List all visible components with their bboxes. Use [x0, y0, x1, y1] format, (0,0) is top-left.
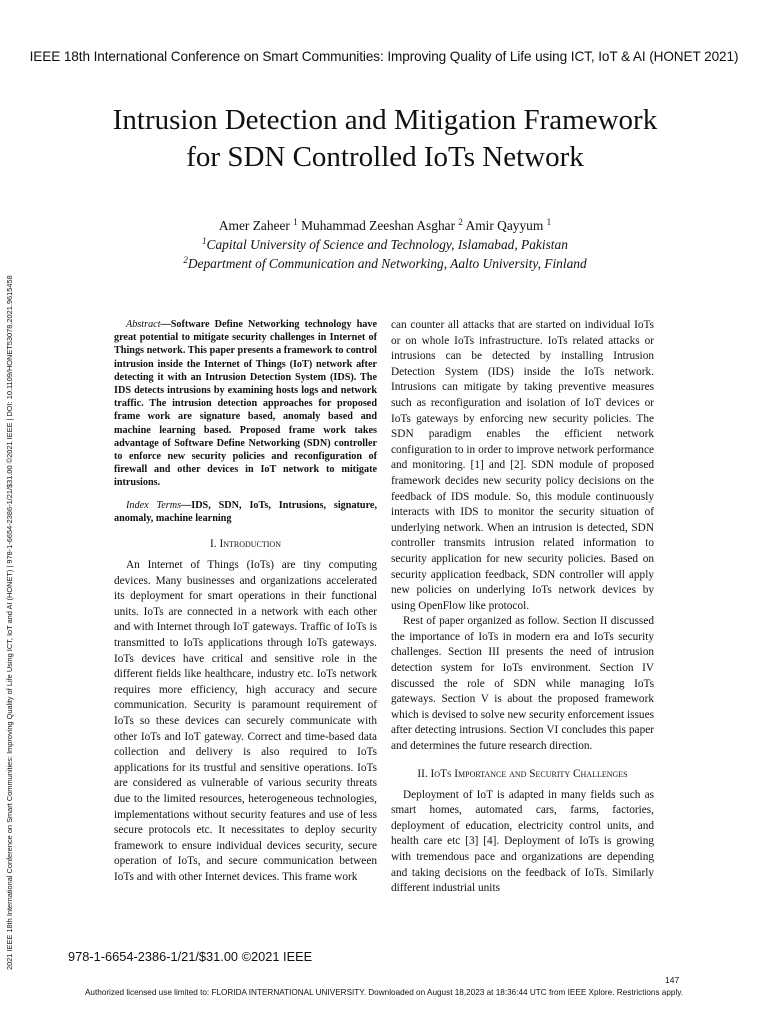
affiliation-mark: 1 [546, 217, 552, 227]
body-paragraph: can counter all attacks that are started on individual IoTs or on whole IoTs infrastructure. IoTs related attacks or intrusions can be detected by installing Intrusion Detection System (IDS) inside the IoTs network. Intrusions can mitigate by taking preventive measures such as reconfiguration and isolation of IoT devices or IoTs gateways by enforcing new security policies. The SDN paradigm enables the efficient network configuration to in order to improve network performance and monitoring. [1] and [2]. SDN module of proposed framework decides new security policy decisions on the feedback of IDS module. So, this module continuously interacts with IDS to monitor the security situation of underlying network. When an intrusion is detected, SDN controller transmits intrusion related information to security application for new security policies. Based on security application feedback, SDN controller will apply new policies on underlying IoTs network devices by using OpenFlow like protocol. [391, 319, 654, 612]
affiliation-2: $^2$Department of Communication and Networking, Aalto University, Finland [183, 255, 587, 271]
page-number: 147 [665, 975, 680, 985]
abstract-label: Abstract [126, 319, 161, 330]
index-terms-label: Index Terms [126, 499, 182, 511]
author-name: Amer Zaheer [218, 218, 290, 233]
index-terms [114, 499, 377, 525]
author-line [100, 216, 670, 235]
affiliation-1: $^1$Capital University of Science and Technology, Islamabad, Pakistan [202, 236, 568, 252]
affiliation-mark: 2 [458, 217, 463, 227]
side-doi-note: 2021 IEEE 18th International Conference on Smart Communities: Improving Quality of Life Using ICT, IoT and AI (HONET) | 978-1-6654-2386-1/21/$31.00 ©2021 IEEE | DOI: 10.1109/HONET53078.2021.9615458 [5, 275, 14, 970]
index-terms-text: —IDS, SDN, IoTs, Intrusions, signature, anomaly, machine learning [114, 499, 378, 524]
isbn-footer: 978-1-6654-2386-1/21/$31.00 ©2021 IEEE [68, 949, 313, 964]
author-name: Muhammad Zeeshan Asghar [301, 218, 456, 233]
section-heading-2: II. IoTs Importance and Security Challenges [417, 767, 628, 780]
intro-paragraph: An Internet of Things (IoTs) are tiny computing devices. Many businesses and organizations accelerated its deployment for smart operations in their functional units. IoTs are connected in a network with each other and with Internet through IoT gateways. Traffic of IoTs is transmitted to IoTs applications through IoTs gateways. IoTs devices have critical and sensitive role in the different fields like healthcare, industry etc. IoTs network requires more efficiency, high accuracy and secure communication. Security is paramount requirement of IoTs so these devices can securely communicate with other IoTs and IoT gateway. Correct and time-based data collection and delivery is also required to IoTs applications for its trustful and sensitive operations. IoTs are considered as vulnerable of various security threats due to the limited resources, heterogeneous technologies, implementations without security features and use of less secure protocols etc. It necessitates to deploy security framework to ensure individual devices security, secure operation of IoTs, and secure communication between IoTs and with other Internet devices. This frame work [114, 559, 377, 883]
paper-title: Intrusion Detection and Mitigation Framework for SDN Controlled IoTs Network [112, 104, 658, 173]
body-paragraph: Deployment of IoT is adapted in many fields such as smart homes, automated cars, farms, factories, deployment of education, electricity control units, and health care etc [3] [4]. Deployment of IoTs is growing with tremendous pace and organizations are depending and taking decisions on the feedback of IoTs. Similarly different industrial units [391, 788, 654, 895]
conference-header: IEEE 18th International Conference on Smart Communities: Improving Quality of Life using ICT, IoT & AI (HONET 2021) [29, 49, 739, 64]
right-column [391, 318, 654, 897]
license-notice: Authorized licensed use limited to: FLORIDA INTERNATIONAL UNIVERSITY. Downloaded on August 18,2023 at 18:36:44 UTC from IEEE Xplore. Restrictions apply. [84, 988, 684, 997]
author-block [100, 216, 670, 273]
section-heading-1: I. Introduction [210, 538, 281, 551]
abstract-text: —Software Define Networking technology have great potential to mitigate security challenges in Internet of Things network. This paper presents a framework to control intrusion inside the Internet of Things (IoT) network after detecting it with an Intrusion Detection System (IDS). The IDS detects intrusions by examining hosts logs and network traffic. The intrusion detection approaches for proposed frame work are signature based, anomaly based and machine learning based. Proposed frame work takes advantage of Software Define Networking (SDN) controller to enforce new security policies and reconfiguration of firewall and other devices in IoT network to mitigate intrusions. [114, 319, 377, 489]
left-column [114, 318, 377, 886]
abstract [114, 318, 377, 490]
affiliation-mark: 1 [293, 217, 298, 227]
author-name: Amir Qayyum [465, 218, 544, 233]
body-paragraph: Rest of paper organized as follow. Section II discussed the importance of IoTs in modern era and IoTs security challenges. Section III presents the need of intrusion detection system for IoTs environment. Section IV discussed the role of SDN while managing IoTs gateways. Section V is about the proposed framework which is devised to solve new security enforcement issues after detecting intrusions. Section VI concludes this paper and determines the future research direction. [391, 615, 654, 753]
